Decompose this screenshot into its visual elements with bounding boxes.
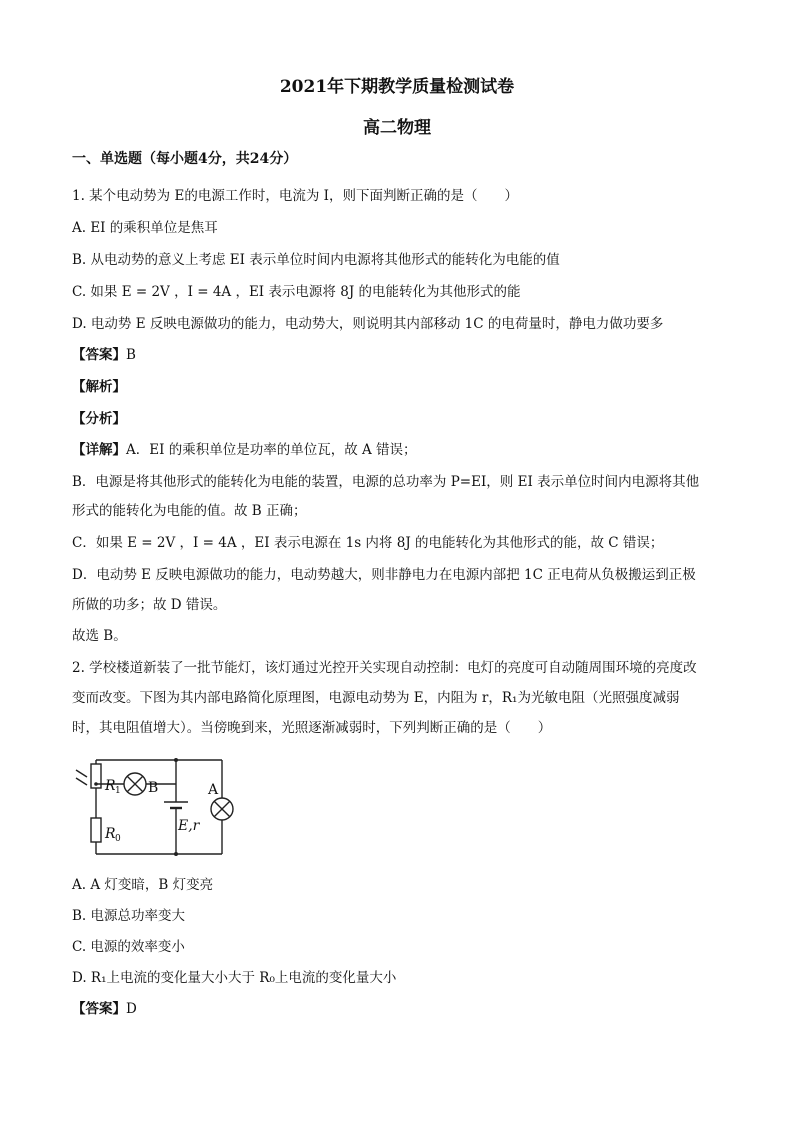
junction-dot-top [174, 758, 178, 762]
section-heading: 一、单选题（每小题4分，共24分） [72, 151, 298, 167]
q1-analysis-label: 【解析】 [72, 379, 126, 395]
light-arrow-2 [76, 778, 87, 785]
q2-stem-line-1: 2. 学校楼道新装了一批节能灯，该灯通过光控开关实现自动控制：电灯的亮度可自动随周围环境的亮度改 [72, 660, 697, 676]
junction-dot-left [94, 782, 98, 786]
q1-detail-line-5: D．电动势 E 反映电源做功的能力，电动势越大，则非静电力在电源内部把 1C 正电荷从负极搬运到正极 [72, 567, 696, 583]
document-title: 2021年下期教学质量检测试卷 [279, 77, 515, 97]
r1-subscript: 1 [115, 786, 121, 796]
detail-label: 【详解】 [72, 442, 126, 458]
q1-detail-line-4: C．如果 E = 2V ，I = 4A ，EI 表示电源在 1s 内将 8J 的电能转化为其他形式的能，故 C 错误； [72, 535, 664, 551]
q2-option-d: D. R₁上电流的变化量大小大于 R₀上电流的变化量大小 [72, 970, 397, 986]
q1-detail-line-6: 所做的功多；故 D 错误。 [72, 597, 227, 613]
q1-option-a: A. EI 的乘积单位是焦耳 [72, 220, 218, 236]
q1-detail-line-2: B．电源是将其他形式的能转化为电能的装置，电源的总功率为 P=EI，则 EI 表示单位时间内电源将其他 [72, 474, 700, 490]
q1-option-b: B. 从电动势的意义上考虑 EI 表示单位时间内电源将其他形式的能转化为电能的值 [72, 252, 560, 268]
q1-fenxi-label: 【分析】 [72, 411, 126, 427]
answer-label: 【答案】 [72, 347, 126, 363]
lamp-a-label: A [208, 782, 219, 798]
light-arrow-1 [76, 770, 87, 777]
q2-stem-line-3: 时，其电阻值增大）。当傍晚到来，光照逐渐减弱时，下列判断正确的是（ ） [72, 720, 552, 736]
lamp-b-label: B [148, 780, 159, 796]
q2-option-c: C. 电源的效率变小 [72, 939, 185, 955]
answer-label: 【答案】 [72, 1001, 126, 1017]
r0-subscript: 0 [115, 834, 121, 844]
r1-label: R [105, 778, 116, 794]
answer-value: B [126, 347, 136, 363]
q2-answer [72, 1000, 137, 1018]
q1-answer [72, 346, 136, 364]
source-label: E,r [178, 818, 200, 834]
q1-detail-line-1 [72, 441, 417, 459]
q1-option-c: C. 如果 E = 2V ，I = 4A ，EI 表示电源将 8J 的电能转化为其他形式的能 [72, 284, 521, 300]
q1-conclusion: 故选 B。 [72, 628, 127, 644]
q1-option-d: D. 电动势 E 反映电源做功的能力，电动势大，则说明其内部移动 1C 的电荷量时，静电力做功要多 [72, 316, 664, 332]
q2-option-a: A. A 灯变暗，B 灯变亮 [72, 877, 214, 893]
detail-text: A．EI 的乘积单位是功率的单位瓦，故 A 错误； [126, 442, 417, 458]
answer-value: D [126, 1001, 137, 1017]
q1-detail-line-3: 形式的能转化为电能的值。故 B 正确； [72, 503, 307, 519]
document-subtitle: 高二物理 [363, 118, 431, 138]
q2-stem-line-2: 变而改变。下图为其内部电路简化原理图，电源电动势为 E，内阻为 r，R₁为光敏电阻（光照强度减弱 [72, 690, 680, 706]
q2-option-b: B. 电源总功率变大 [72, 908, 186, 924]
circuit-diagram [72, 754, 247, 862]
junction-dot-bottom [174, 852, 178, 856]
r0-label: R [105, 826, 116, 842]
q1-stem: 1. 某个电动势为 E的电源工作时，电流为 I，则下面判断正确的是（ ） [72, 188, 518, 204]
r0-resistor [91, 818, 101, 842]
